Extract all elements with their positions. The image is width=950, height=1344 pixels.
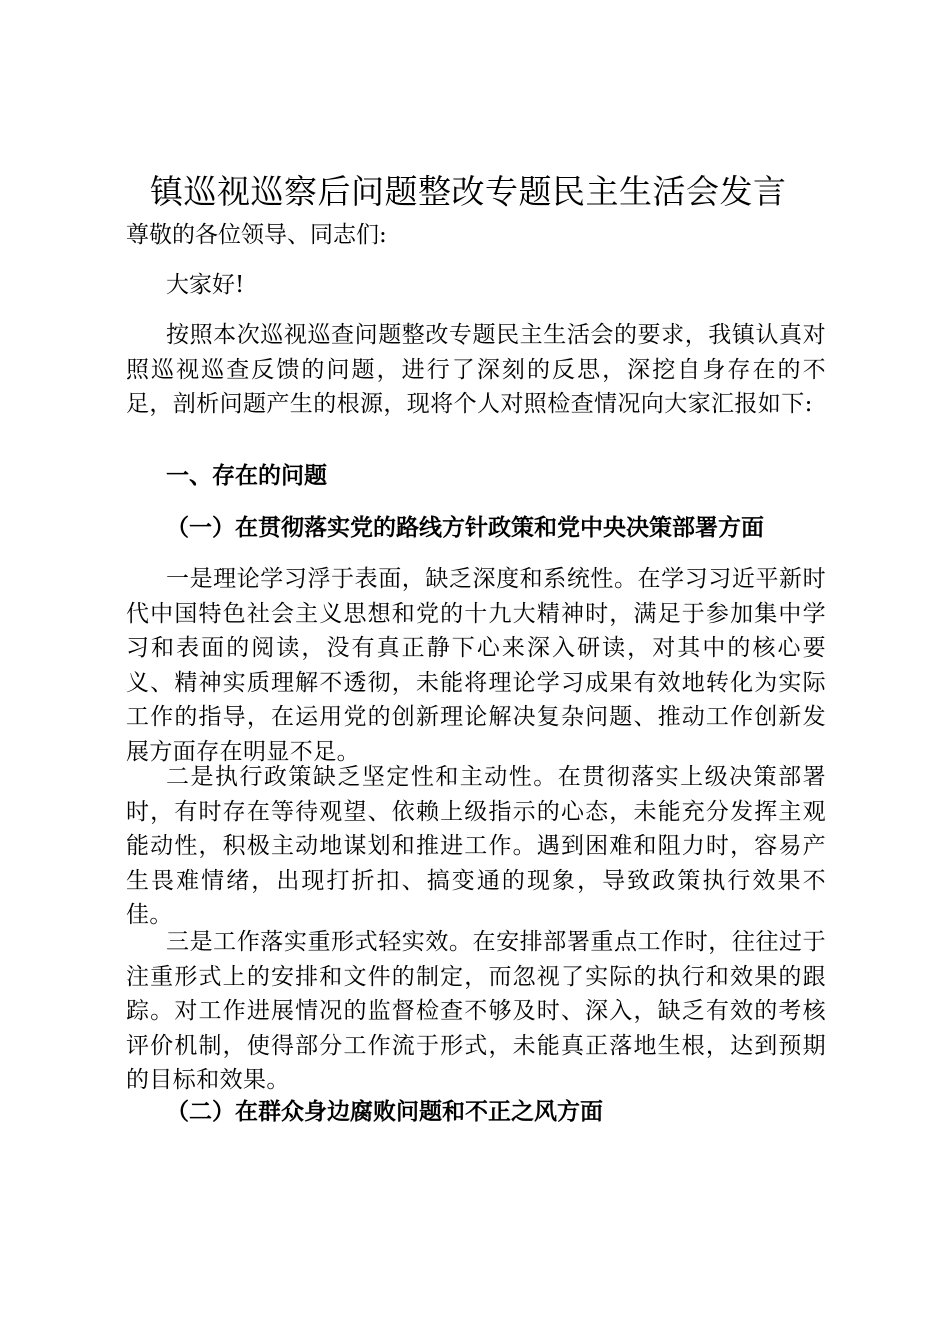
subsection-heading-corruption: （二）在群众身边腐败问题和不正之风方面 (166, 1098, 603, 1125)
intro-paragraph: 按照本次巡视巡查问题整改专题民主生活会的要求，我镇认真对照巡视巡查反馈的问题，进行了深刻的反思，深挖自身存在的不足，剖析问题产生的根源，现将个人对照检查情况向大家汇报如下: (126, 322, 826, 417)
paragraph-item-3: 三是工作落实重形式轻实效。在安排部署重点工作时，往往过于注重形式上的安排和文件的制定，而忽视了实际的执行和效果的跟踪。对工作进展情况的监督检查不够及时、深入，缺乏有效的考核评价机制，使得部分工作流于形式，未能真正落地生根，达到预期的目标和效果。 (126, 929, 826, 1093)
salutation: 尊敬的各位领导、同志们: (126, 222, 387, 248)
subsection-heading-policy: （一）在贯彻落实党的路线方针政策和党中央决策部署方面 (166, 514, 764, 541)
section-heading-problems: 一、存在的问题 (166, 462, 327, 489)
paragraph-item-2: 二是执行政策缺乏坚定性和主动性。在贯彻落实上级决策部署时，有时存在等待观望、依赖上级指示的心态，未能充分发挥主观能动性，积极主动地谋划和推进工作。遇到困难和阻力时，容易产生畏难情绪，出现打折扣、搞变通的现象，导致政策执行效果不佳。 (126, 764, 826, 928)
greeting: 大家好! (166, 272, 245, 298)
paragraph-item-1: 一是理论学习浮于表面，缺乏深度和系统性。在学习习近平新时代中国特色社会主义思想和党的十九大精神时，满足于参加集中学习和表面的阅读，没有真正静下心来深入研读，对其中的核心要义、精神实质理解不透彻，未能将理论学习成果有效地转化为实际工作的指导，在运用党的创新理论解决复杂问题、推动工作创新发展方面存在明显不足。 (126, 566, 826, 765)
document-title: 镇巡视巡察后问题整改专题民主生活会发言 (150, 172, 787, 211)
